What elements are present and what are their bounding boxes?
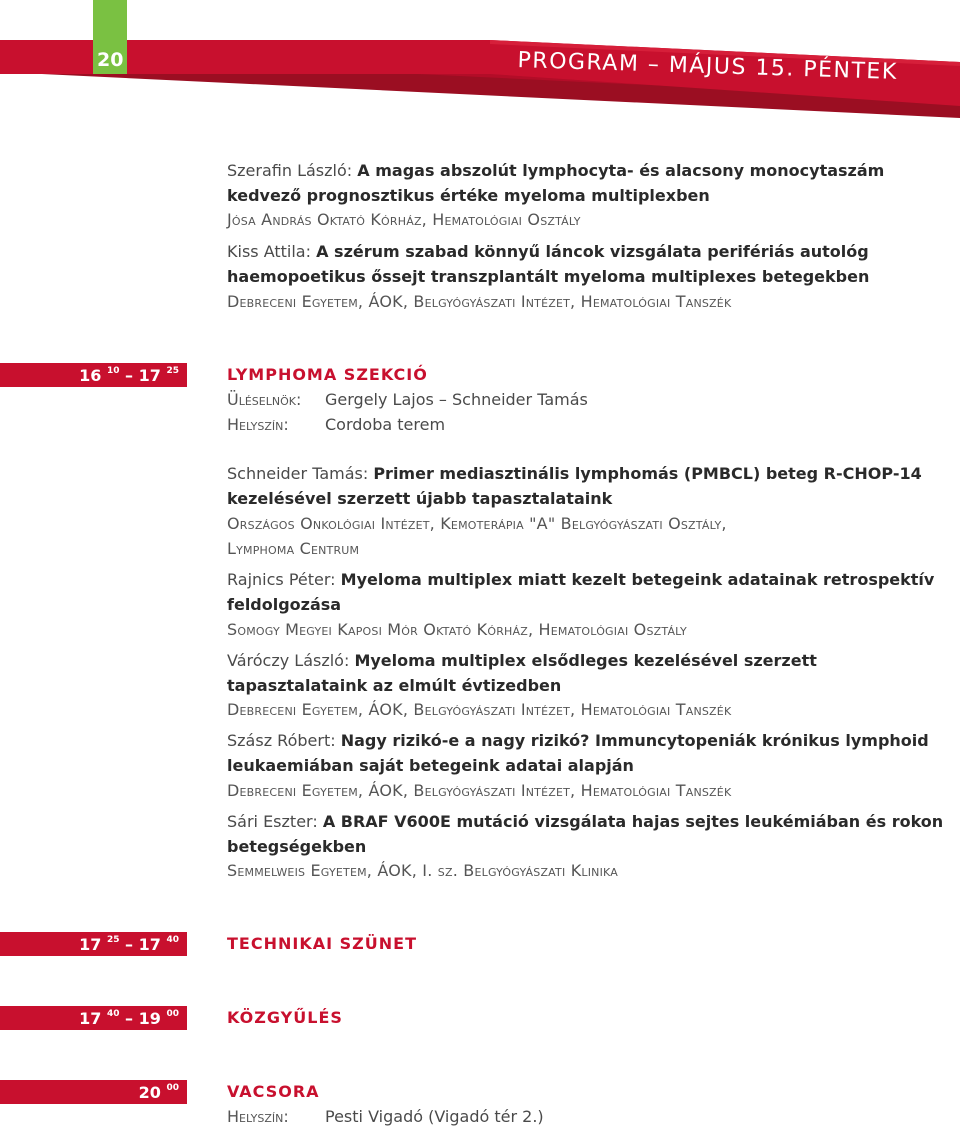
institution: Jósa András Oktató Kórház, Hematológiai Osztály (227, 210, 581, 229)
page-header (0, 0, 960, 130)
time-bar-lymphoma: 16 $^{10}$ – 17 $^{25}$ (0, 363, 187, 387)
institution: Somogy Megyei Kaposi Mór Oktató Kórház, Hematológiai Osztály (227, 620, 687, 639)
section-title-break: TECHNIKAI SZÜNET (227, 934, 417, 953)
speaker-name: Schneider Tamás: (227, 464, 369, 483)
talk-title: leukaemiában saját betegeink adatai alapján (227, 756, 634, 775)
talk-item (227, 729, 929, 753)
speaker-name: Szerafin László: (227, 161, 353, 180)
section-venue (227, 413, 445, 437)
talk-title: Myeloma multiplex miatt kezelt betegeink adatainak retrospektív (340, 570, 935, 589)
section-title-dinner: VACSORA (227, 1082, 320, 1101)
talk-title: feldolgozása (227, 595, 342, 614)
talk-title: betegségekben (227, 837, 367, 856)
institution: Debreceni Egyetem, ÁOK, Belgyógyászati Intézet, Hematológiai Tanszék (227, 292, 732, 311)
talk-item (227, 159, 884, 183)
institution: Semmelweis Egyetem, ÁOK, I. sz. Belgyógyászati Klinika (227, 861, 618, 880)
time-bar-assembly: 17 $^{40}$ – 19 $^{00}$ (0, 1006, 187, 1030)
talk-item (227, 462, 922, 486)
talk-title: Nagy rizikó-e a nagy rizikó? Immuncytopeniák krónikus lymphoid (340, 731, 929, 750)
talk-item (227, 810, 943, 834)
dinner-venue (227, 1105, 544, 1129)
institution: Debreceni Egyetem, ÁOK, Belgyógyászati Intézet, Hematológiai Tanszék (227, 781, 732, 800)
institution: Lymphoma Centrum (227, 539, 360, 558)
speaker-name: Kiss Attila: (227, 242, 311, 261)
talk-title: Myeloma multiplex elsődleges kezelésével szerzett (354, 651, 817, 670)
page-title: PROGRAM – MÁJUS 15. PÉNTEK (517, 48, 899, 85)
talk-title: A szérum szabad könnyű láncok vizsgálata perifériás autológ (316, 242, 869, 261)
talk-title: A BRAF V600E mutáció vizsgálata hajas sejtes leukémiában és rokon (322, 812, 944, 831)
institution: Debreceni Egyetem, ÁOK, Belgyógyászati Intézet, Hematológiai Tanszék (227, 700, 732, 719)
talk-title: kedvező prognosztikus értéke myeloma multiplexben (227, 186, 710, 205)
section-title-assembly: KÖZGYŰLÉS (227, 1008, 343, 1027)
time-bar-dinner: 20 $^{00}$ (0, 1080, 187, 1104)
talk-title: A magas abszolút lymphocyta- és alacsony monocytaszám (357, 161, 885, 180)
talk-title: tapasztalataink az elmúlt évtizedben (227, 676, 562, 695)
chairs-label: Üléselnök: (227, 390, 302, 409)
talk-title: Primer mediasztinális lymphomás (PMBCL) beteg R-CHOP-14 (373, 464, 922, 483)
talk-title: haemopoetikus őssejt transzplantált myeloma multiplexes betegekben (227, 267, 870, 286)
speaker-name: Váróczy László: (227, 651, 350, 670)
section-chairs (227, 388, 588, 412)
speaker-name: Rajnics Péter: (227, 570, 336, 589)
talk-item (227, 568, 934, 592)
talk-item (227, 649, 817, 673)
venue-label: Helyszín: (227, 1107, 289, 1126)
talk-title: kezelésével szerzett újabb tapasztalataink (227, 489, 613, 508)
section-title-lymphoma: LYMPHOMA SZEKCIÓ (227, 365, 428, 384)
page-number: 20 (97, 49, 124, 71)
chairs-value: Gergely Lajos – Schneider Tamás (325, 390, 588, 409)
speaker-name: Sári Eszter: (227, 812, 318, 831)
venue-value: Pesti Vigadó (Vigadó tér 2.) (325, 1107, 544, 1126)
speaker-name: Szász Róbert: (227, 731, 336, 750)
talk-item (227, 240, 869, 264)
institution: Országos Onkológiai Intézet, Kemoterápia "A" Belgyógyászati Osztály, (227, 514, 727, 533)
venue-value: Cordoba terem (325, 415, 446, 434)
time-bar-break: 17 $^{25}$ – 17 $^{40}$ (0, 932, 187, 956)
venue-label: Helyszín: (227, 415, 289, 434)
